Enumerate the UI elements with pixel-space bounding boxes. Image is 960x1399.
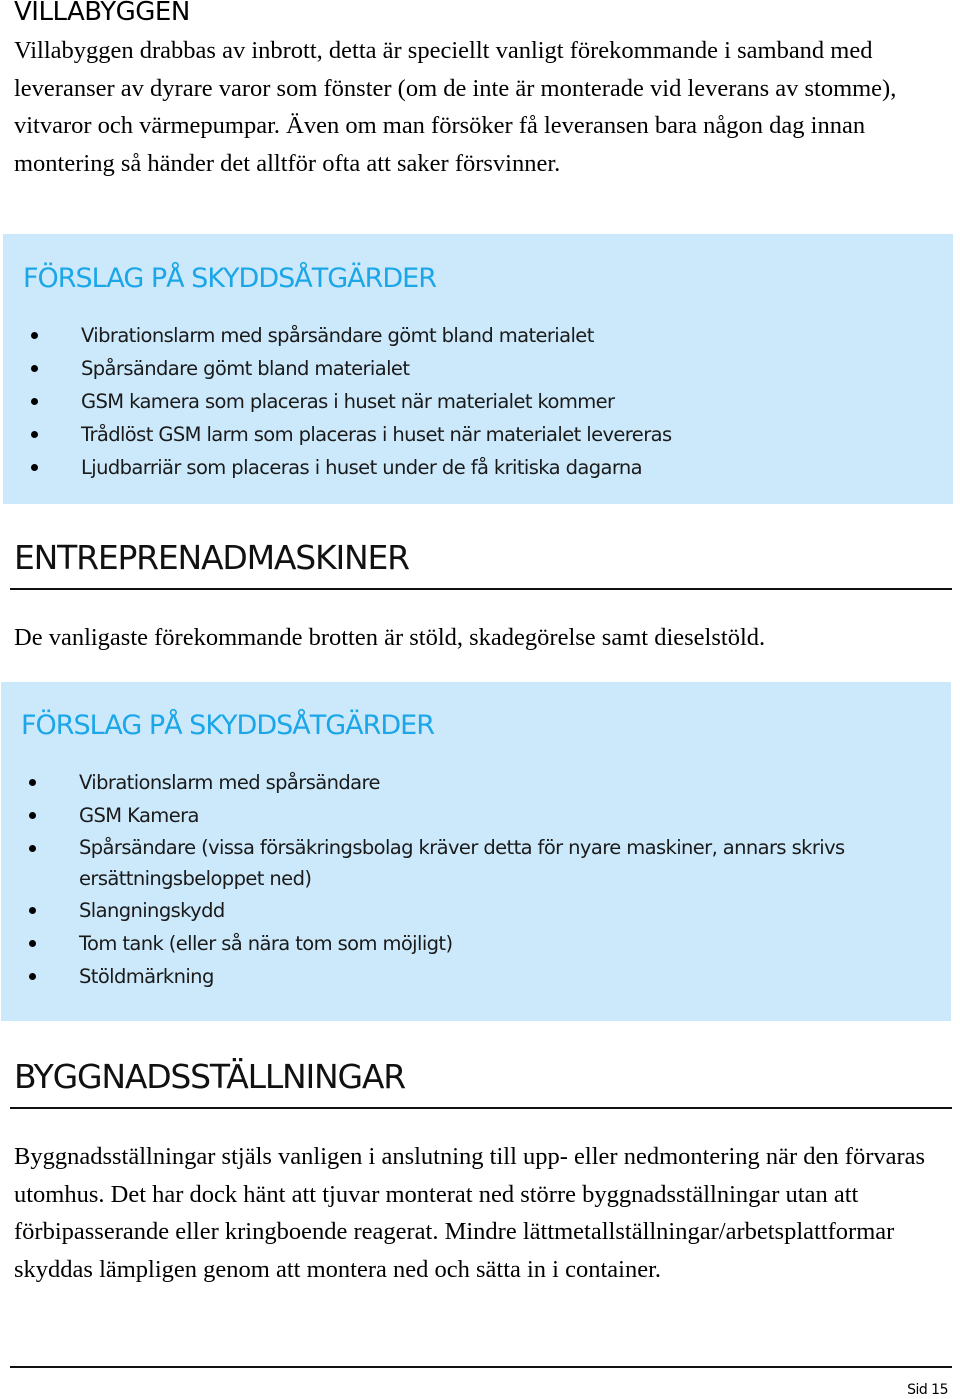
measures-title: FÖRSLAG PÅ SKYDDSÅTGÄRDER	[23, 263, 436, 294]
section-divider	[10, 1107, 952, 1109]
villabyggen-body-text: Villabyggen drabbas av inbrott, detta är speciellt vanligt förekommande i samband med leveranser av dyrare varor som fönster (om de inte är monterade vid leverans av stomme), vitvaror och värmepumpar. Även om man försöker få leveransen bara någon dag innan montering så händer det alltför ofta att saker försvinner.	[14, 37, 897, 177]
list-item: GSM Kamera	[25, 799, 845, 832]
bullet-icon	[31, 431, 38, 438]
bullet-icon	[29, 973, 36, 980]
list-item: Spårsändare gömt bland materialet	[27, 352, 927, 385]
list-item: Stöldmärkning	[25, 960, 845, 993]
measures-title: FÖRSLAG PÅ SKYDDSÅTGÄRDER	[21, 710, 434, 741]
measures-list	[25, 766, 845, 993]
bullet-icon	[31, 398, 38, 405]
list-item: Vibrationslarm med spårsändare	[25, 766, 845, 799]
bullet-icon	[29, 940, 36, 947]
bullet-icon	[29, 812, 36, 819]
page-number: Sid 15	[907, 1382, 948, 1398]
measures-box-villabyggen	[3, 234, 953, 504]
bullet-icon	[31, 365, 38, 372]
section-heading-entreprenadmaskiner: ENTREPRENADMASKINER	[14, 538, 409, 577]
list-item: Ljudbarriär som placeras i huset under de få kritiska dagarna	[27, 451, 927, 484]
list-item: Trådlöst GSM larm som placeras i huset när materialet levereras	[27, 418, 927, 451]
bullet-icon	[31, 332, 38, 339]
entreprenadmaskiner-body-text: De vanligaste förekommande brotten är stöld, skadegörelse samt dieselstöld.	[14, 624, 766, 651]
section-heading-byggnadsstallningar: BYGGNADSSTÄLLNINGAR	[14, 1057, 406, 1096]
measures-box-entreprenadmaskiner	[1, 682, 951, 1021]
list-item: Vibrationslarm med spårsändare gömt bland materialet	[27, 319, 927, 352]
list-item: Spårsändare (vissa försäkringsbolag kräver detta för nyare maskiner, annars skrivs ersättningsbeloppet ned)	[25, 832, 845, 894]
list-item: Slangningskydd	[25, 894, 845, 927]
measures-list	[27, 319, 927, 484]
bullet-icon	[31, 464, 38, 471]
byggnadsstallningar-body-text: Byggnadsställningar stjäls vanligen i anslutning till upp- eller nedmontering när den förvaras utomhus. Det har dock hänt att tjuvar monterat ned större byggnadsställningar utan att förbipasserande eller kringboende reagerat. Mindre lättmetallställningar/arbetsplattformar skyddas lämpligen genom att montera ned och sätta in i container.	[14, 1143, 926, 1283]
bullet-icon	[29, 779, 36, 786]
bullet-icon	[29, 907, 36, 914]
section-heading-villabyggen: VILLABYGGEN	[14, 0, 190, 27]
bullet-icon	[29, 845, 36, 852]
list-item: GSM kamera som placeras i huset när materialet kommer	[27, 385, 927, 418]
footer-divider	[10, 1366, 952, 1368]
section-divider	[10, 588, 952, 590]
list-item: Tom tank (eller så nära tom som möjligt)	[25, 927, 845, 960]
